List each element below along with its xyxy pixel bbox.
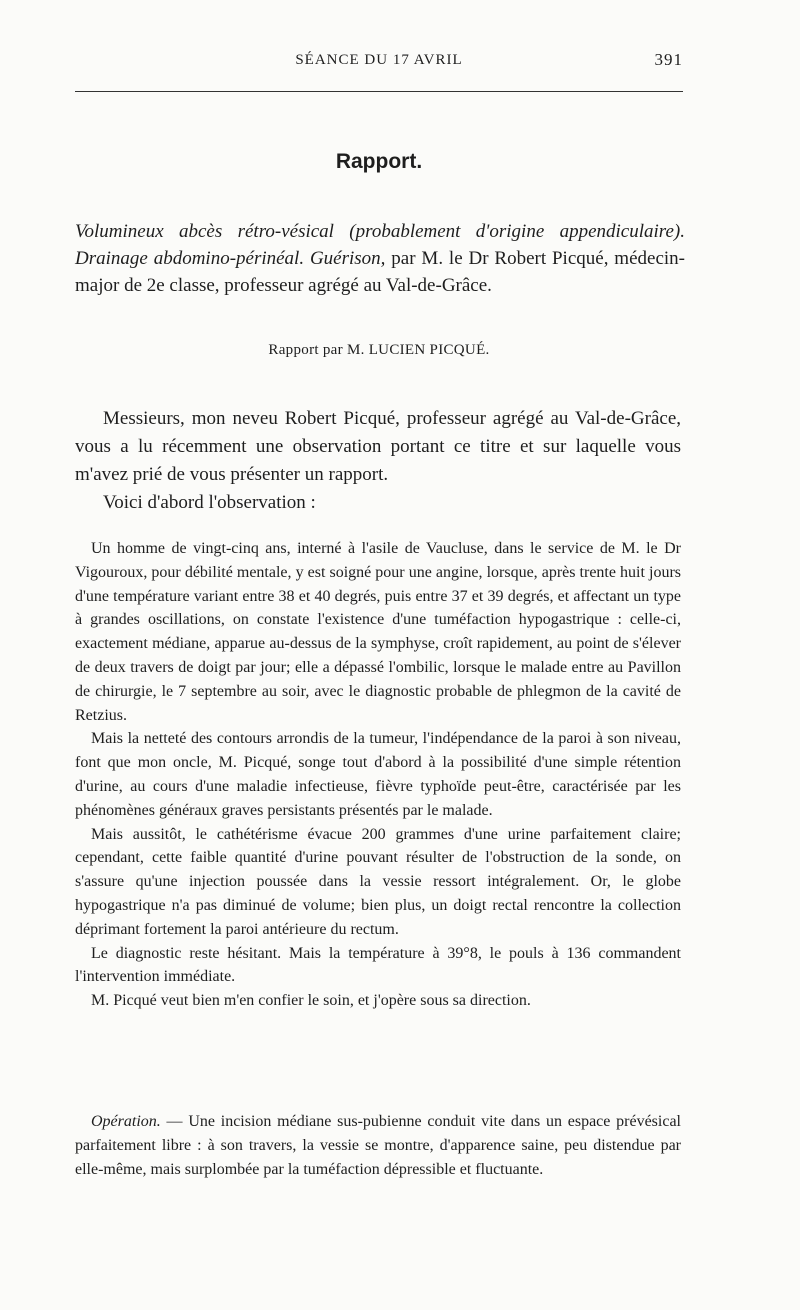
report-title (75, 218, 685, 299)
observation-paragraph: M. Picqué veut bien m'en confier le soin, et j'opère sous sa direction. (91, 992, 531, 1010)
report-title-author: par M. le Dr Robert Picqué, médecin-major de 2e classe, professeur agrégé au Val-de-Grâce. (75, 248, 685, 296)
observation-paragraph: Un homme de vingt-cinq ans, interné à l'asile de Vaucluse, dans le service de M. le Dr Vigouroux, pour débilité mentale, y est soigné pour une angine, lorsque, après trente huit jours d'une température variant entre 38 et 40 degrés, puis entre 37 et 39 degrés, et affectant un type à grandes oscillations, on constate l'existence d'une tuméfaction hypogastrique : celle-ci, exactement médiane, apparue au-dessus de la symphyse, croît rapidement, au point de s'élever de deux travers de doigt par jour; elle a dépassé l'ombilic, lorsque le malade entre au Pavillon de chirurgie, le 7 septembre au soir, avec le diagnostic probable de phlegmon de la cavité de Retzius. (75, 540, 681, 724)
operation-paragraph (75, 1110, 681, 1182)
header-rule (75, 91, 683, 92)
intro-text (75, 405, 681, 517)
operation-label: Opération. (91, 1113, 161, 1130)
running-header (75, 46, 683, 76)
observation-paragraph: Le diagnostic reste hésitant. Mais la température à 39°8, le pouls à 136 commandent l'intervention immédiate. (75, 944, 681, 986)
observation-paragraph: Mais la netteté des contours arrondis de la tumeur, l'indépendance de la paroi à son niveau, font que mon oncle, M. Picqué, songe tout d'abord à la possibilité d'une simple rétention d'urine, au cours d'une maladie infectieuse, fièvre typhoïde peut-être, caractérisée par les phénomènes généraux graves persistants présentés par le malade. (75, 730, 681, 819)
byline: Rapport par M. LUCIEN PICQUÉ. (268, 342, 490, 358)
intro-paragraph: Messieurs, mon neveu Robert Picqué, professeur agrégé au Val-de-Grâce, vous a lu récemment une observation portant ce titre et sur laquelle vous m'avez prié de vous présenter un rapport. (75, 408, 681, 485)
operation-section (75, 1110, 681, 1182)
observation-paragraph: Mais aussitôt, le cathétérisme évacue 200 grammes d'une urine parfaitement claire; cependant, cette faible quantité d'urine pouvant résulter de l'obstruction de la sonde, on s'assure qu'une injection poussée dans la vessie ressort intégralement. Or, le globe hypogastrique n'a pas diminué de volume; bien plus, un doigt rectal rencontre la collection déprimant fortement la paroi antérieure du rectum. (75, 825, 681, 938)
page-number: 391 (654, 50, 683, 69)
observation-text (75, 537, 681, 1013)
running-title: SÉANCE DU 17 AVRIL (295, 52, 463, 68)
intro-paragraph: Voici d'abord l'observation : (103, 492, 316, 513)
section-title: Rapport. (335, 150, 423, 173)
operation-text: — Une incision médiane sus-pubienne conduit vite dans un espace prévésical parfaitement libre : à son travers, la vessie se montre, d'apparence saine, peu distendue par elle-même, mais surplombée par la tuméfaction dépressible et fluctuante. (75, 1113, 681, 1178)
report-title-italic: Volumineux abcès rétro-vésical (probablement d'origine appendiculaire). Drainage abdomino-périnéal. Guérison, (75, 221, 685, 269)
